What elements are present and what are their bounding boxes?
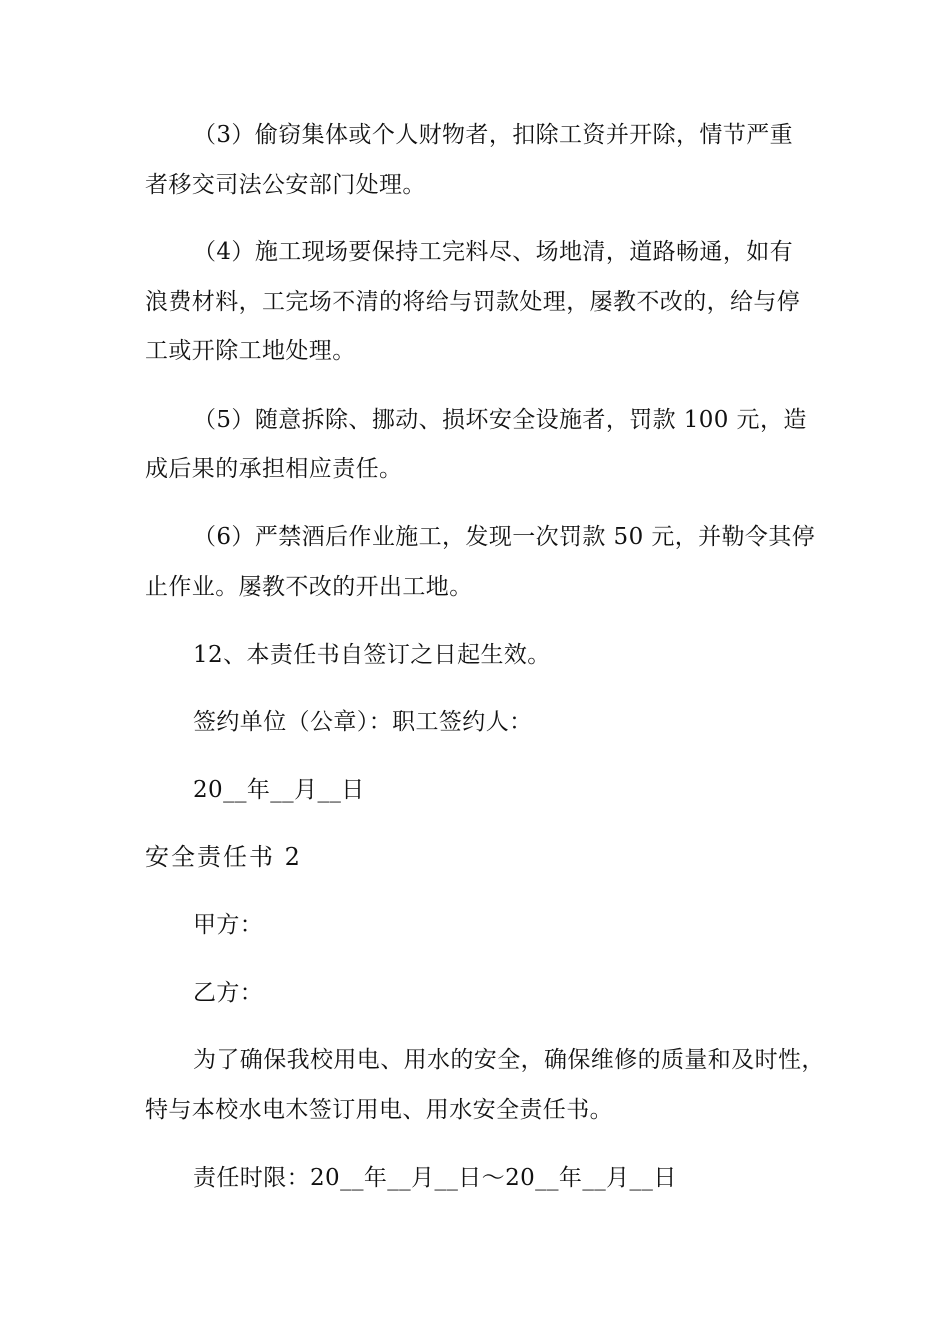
responsibility-term: 责任时限：20__年__月__日～20__年__月__日 [193,1165,677,1191]
intro-line-2: 特与本校水电木签订用电、用水安全责任书。 [145,1097,613,1123]
paragraph-3-line-1: （3）偷窃集体或个人财物者，扣除工资并开除，情节严重 [193,122,794,148]
paragraph-6-line-1: （6）严禁酒后作业施工，发现一次罚款 50 元，并勒令其停 [193,524,816,550]
paragraph-4-line-1: （4）施工现场要保持工完料尽、场地清，道路畅通，如有 [193,239,794,265]
paragraph-6-line-2: 止作业。屡教不改的开出工地。 [145,574,473,600]
paragraph-4-line-3: 工或开除工地处理。 [145,338,356,364]
signature-line: 签约单位（公章）：职工签约人： [193,709,533,735]
party-b-label: 乙方： [193,980,264,1006]
date-line: 20__年__月__日 [193,777,365,803]
intro-line-1: 为了确保我校用电、用水的安全，确保维修的质量和及时性， [193,1047,825,1073]
paragraph-5-line-1: （5）随意拆除、挪动、损坏安全设施者，罚款 100 元，造 [193,407,807,433]
paragraph-5-line-2: 成后果的承担相应责任。 [145,456,403,482]
paragraph-4-line-2: 浪费材料，工完场不清的将给与罚款处理，屡教不改的，给与停 [145,289,801,315]
party-a-label: 甲方： [193,912,264,938]
section-2-title: 安全责任书 2 [145,843,302,871]
paragraph-3-line-2: 者移交司法公安部门处理。 [145,172,426,198]
paragraph-12: 12、本责任书自签订之日起生效。 [193,642,551,668]
